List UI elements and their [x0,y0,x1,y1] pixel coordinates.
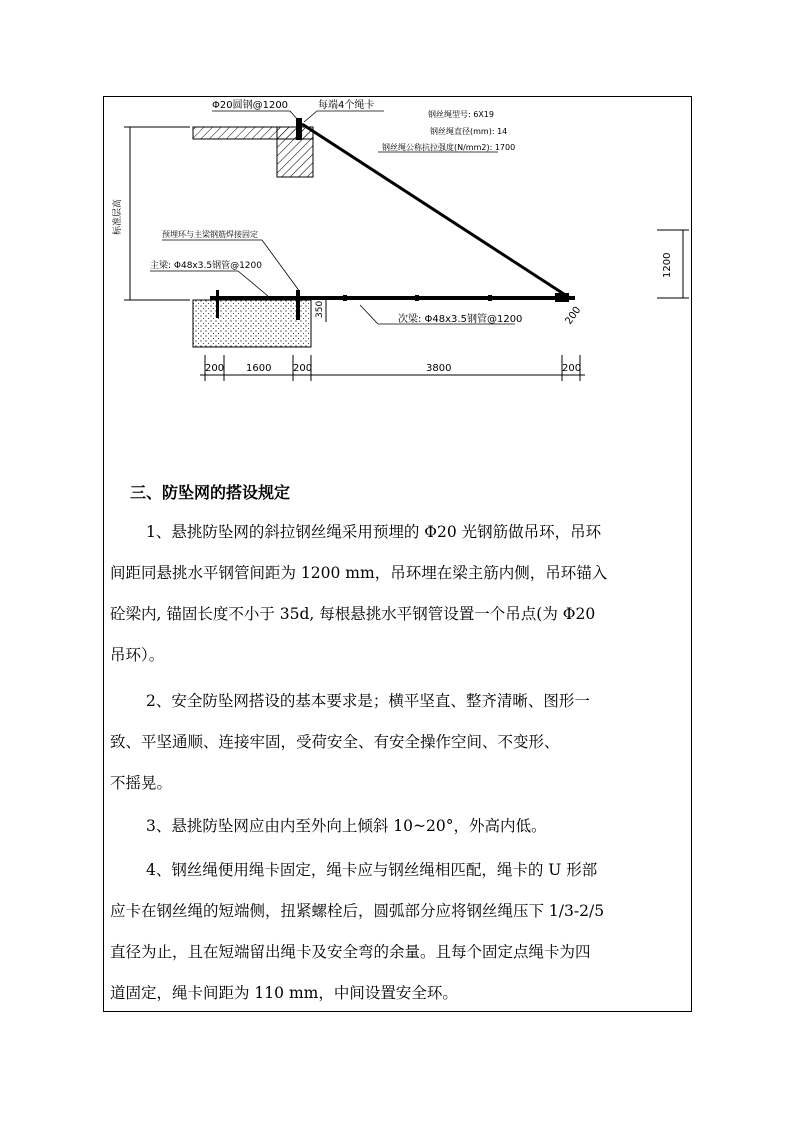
label-rope-strength: 钢丝绳公称抗拉强度(N/mm2): 1700 [382,143,516,152]
floor-height-dim [124,127,190,300]
paragraph-3-line-1: 3、悬挑防坠网应由内至外向上倾斜 10~20°，外高内低。 [146,817,547,835]
paragraph-1-line-1: 1、悬挑防坠网的斜拉钢丝绳采用预埋的 Φ20 光钢筋做吊环，吊环 [146,523,602,541]
paragraph-1-line-2: 间距同悬挑水平钢管间距为 1200 mm，吊环埋在梁主筋内侧，吊环锚入 [110,564,608,582]
rebar-ring [296,118,302,140]
right-dim-label: 1200 [662,252,673,278]
label-secondary-beam: 次梁: Φ48x3.5钢管@1200 [398,314,523,325]
paragraph-2-line-1: 2、安全防坠网搭设的基本要求是；横平坚直、整齐清晰、图形一 [146,692,590,710]
paragraph-1-line-3: 砼梁内, 锚固长度不小于 35d, 每根悬挑水平钢管设置一个吊点(为 Φ20 [110,605,596,623]
paragraph-4-line-3: 直径为止，且在短端留出绳卡及安全弯的余量。且每个固定点绳卡为四 [110,943,591,961]
paragraph-4-line-1: 4、钢丝绳便用绳卡固定，绳卡应与钢丝绳相匹配，绳卡的 U 形部 [146,861,598,879]
label-clamps: 每端4个绳卡 [318,100,375,111]
floor-height-label: 标准层高 [113,198,123,235]
paragraph-2-line-3: 不摇晃。 [110,774,173,792]
label-embedded: 预埋环与主梁钢筋焊接固定 [162,230,258,239]
dim-350-label: 350 [315,300,325,318]
label-rope-spec: 钢丝绳型号: 6X19 [428,110,494,119]
cantilever-net-drawing [0,0,794,400]
dim-bottom-1: 200 [205,363,225,374]
lower-slab [193,300,311,347]
dim-bottom-5: 200 [562,363,582,374]
upper-slab [193,127,313,177]
paragraph-2-line-2: 致、平坚通顺、连接牢固，受荷安全、有安全操作空间、不变形、 [110,733,560,751]
dim-tip-label: 200 [563,304,584,327]
label-rebar-ring: Φ20圆钢@1200 [212,100,289,111]
paragraph-4-line-4: 道固定，绳卡间距为 110 mm，中间设置安全环。 [110,984,458,1002]
dim-bottom-4: 3800 [426,363,452,374]
paragraph-1-line-4: 吊环）。 [110,646,165,664]
label-rope-dia: 钢丝绳直径(mm): 14 [430,127,508,136]
section-heading: 三、防坠网的搭设规定 [130,483,291,502]
dim-bottom-2: 1600 [246,363,272,374]
paragraph-4-line-2: 应卡在钢丝绳的短端侧，扭紧螺栓后，圆弧部分应将钢丝绳压下 1/3-2/5 [110,902,605,920]
dim-bottom-3: 200 [293,363,313,374]
label-main-beam: 主梁: Φ48x3.5钢管@1200 [150,261,262,271]
